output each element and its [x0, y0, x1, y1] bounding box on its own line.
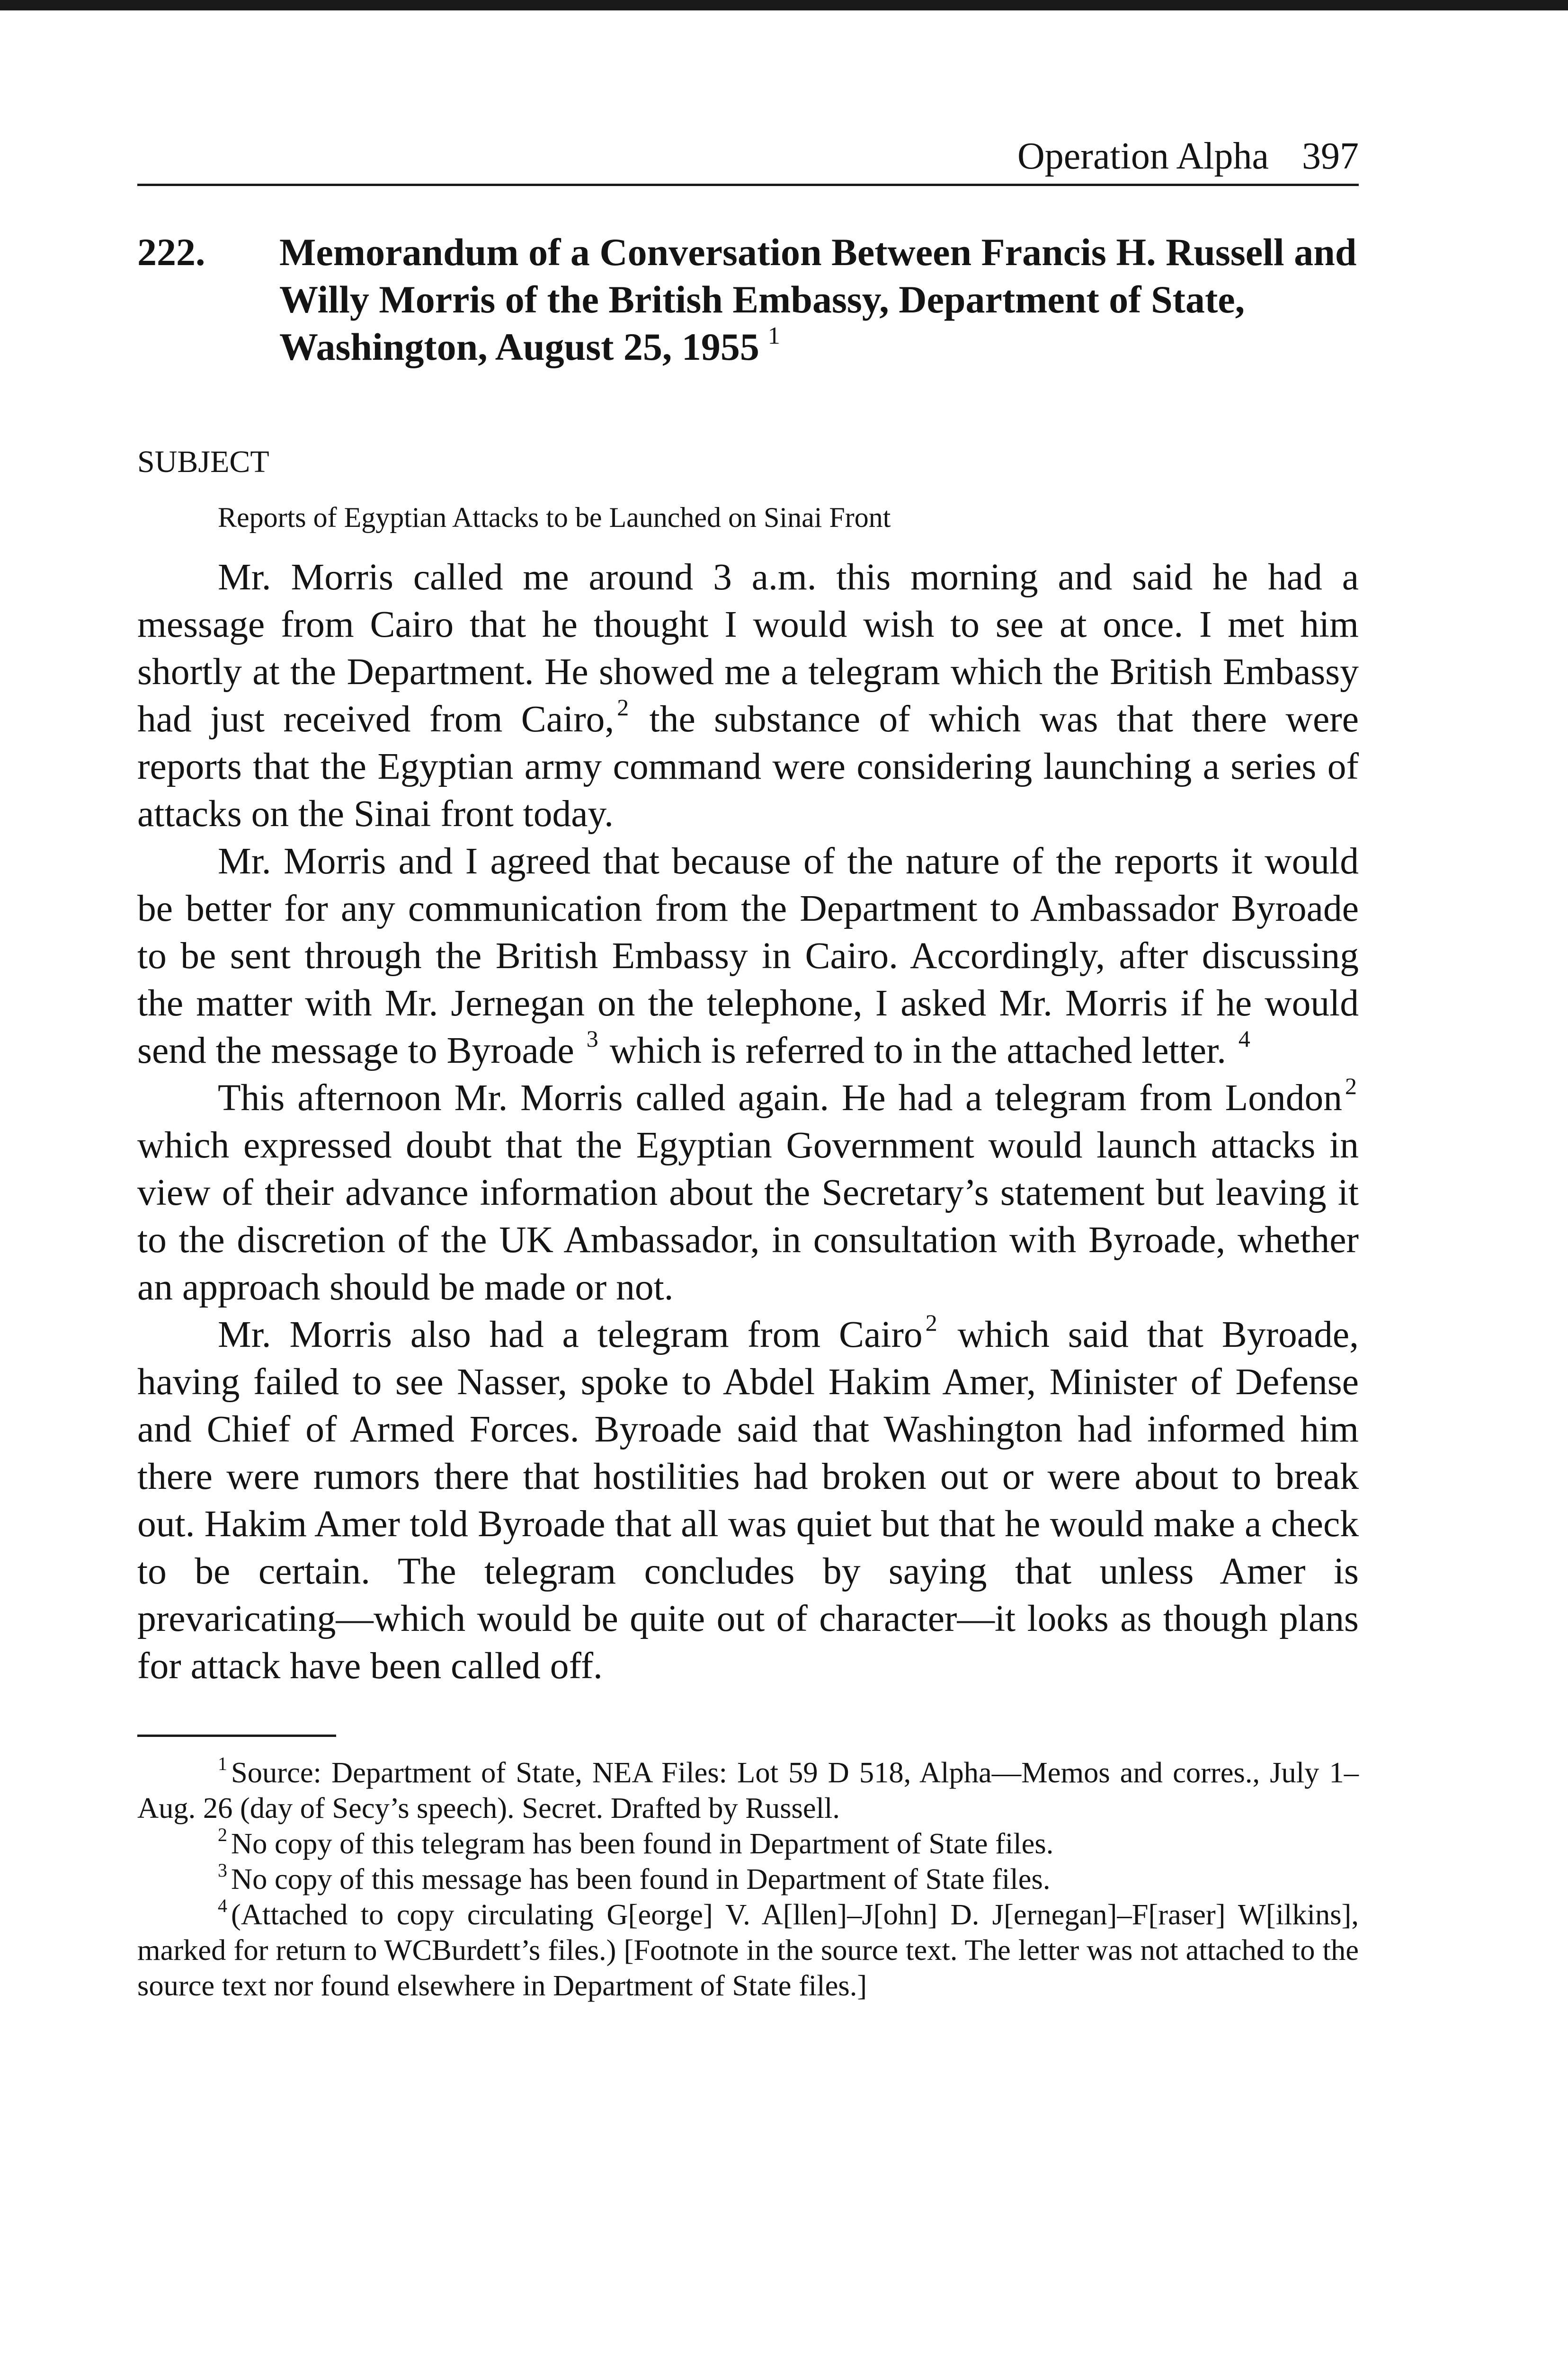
paragraph-text: This afternoon Mr. Morris called again. He had a telegram from London: [218, 1077, 1342, 1119]
running-header-title: Operation Alpha: [1017, 135, 1269, 177]
footnote-text: No copy of this message has been found in Department of State files.: [231, 1862, 1051, 1895]
footnotes: [137, 1755, 1359, 2003]
footnote-ref: 2: [925, 1309, 937, 1336]
body-paragraph-2: [137, 837, 1359, 1074]
footnote-2: [137, 1826, 1359, 1861]
footnote-3: [137, 1861, 1359, 1897]
footnote-text: Source: Department of State, NEA Files: Lot 59 D 518, Alpha—Memos and corres., July 1–Aug. 26 (day of Secy’s speech). Secret. Drafted by Russell.: [137, 1756, 1359, 1824]
paragraph-text: the substance of which was that there were reports that the Egyptian army command were considering launching a series of attacks on the Sinai front today.: [137, 698, 1359, 835]
footnote-4: [137, 1897, 1359, 2003]
footnote-ref: 2: [617, 694, 629, 721]
footnote-text: No copy of this telegram has been found in Department of State files.: [231, 1827, 1054, 1860]
footnote-marker: 3: [218, 1860, 227, 1881]
body-paragraph-3: [137, 1074, 1359, 1311]
paragraph-text: Mr. Morris and I agreed that because of the nature of the reports it would be better for any communication from the Department to Ambassador Byroade to be sent through the British Embassy in Cairo. Accordingly, after discussing the matter with Mr. Jernegan on the telephone, I asked Mr. Morris if he would send the message to Byroade: [137, 840, 1359, 1071]
document-number: 222.: [137, 231, 205, 274]
scan-top-border: [0, 0, 1568, 10]
body-paragraph-4: [137, 1311, 1359, 1690]
footnote-marker: 1: [218, 1753, 227, 1774]
paragraph-text: which is referred to in the attached letter.: [609, 1030, 1226, 1071]
document-heading: [137, 229, 1359, 371]
body-paragraph-1: [137, 553, 1359, 837]
subject-text: Reports of Egyptian Attacks to be Launched on Sinai Front: [218, 502, 891, 533]
subject-label: SUBJECT: [137, 445, 269, 479]
footnote-marker: 2: [218, 1824, 227, 1845]
memo-body: [137, 553, 1359, 1690]
paragraph-text: Mr. Morris also had a telegram from Cairo: [218, 1314, 923, 1355]
footnote-marker: 4: [218, 1895, 227, 1916]
footnote-ref: 4: [1238, 1025, 1250, 1052]
document-title: Memorandum of a Conversation Between Francis H. Russell and Willy Morris of the British Embassy, Department of State, Washington, August 25, 1955: [279, 231, 1357, 368]
paragraph-text: which expressed doubt that the Egyptian Government would launch attacks in view of their advance information about the Secretary’s statement but leaving it to the discretion of the UK Ambassador, in consultation with Byroade, whether an approach should be made or not.: [137, 1124, 1359, 1308]
footnote-1: [137, 1755, 1359, 1826]
footnote-ref: 3: [586, 1025, 598, 1052]
footnote-ref: 2: [1345, 1073, 1357, 1099]
footnote-divider: [137, 1735, 336, 1737]
paragraph-text: which said that Byroade, having failed to see Nasser, spoke to Abdel Hakim Amer, Minister of Defense and Chief of Armed Forces. Byroade said that Washington had informed him there were rumors there that hostilities had broken out or were about to break out. Hakim Amer told Byroade that all was quiet but that he would make a check to be certain. The telegram concludes by saying that unless Amer is prevaricating—which would be quite out of character—it looks as though plans for attack have been called off.: [137, 1314, 1359, 1687]
paragraph-text: Mr. Morris called me around 3 a.m. this morning and said he had a message from Cairo that he thought I would wish to see at once. I met him shortly at the Department. He showed me a telegram which the British Embassy had just received from Cairo,: [137, 556, 1359, 740]
page-number: 397: [1302, 135, 1359, 177]
running-header: [137, 137, 1359, 186]
footnote-ref: 1: [767, 322, 780, 349]
document-title-block: [279, 229, 1359, 371]
document-page: [137, 137, 1359, 2003]
footnote-text: (Attached to copy circulating G[eorge] V. A[llen]–J[ohn] D. J[ernegan]–F[raser] W[ilkins], marked for return to WCBurdett’s files.) [Footnote in the source text. The letter was not attached to the source text nor found elsewhere in Department of State files.]: [137, 1898, 1359, 2002]
